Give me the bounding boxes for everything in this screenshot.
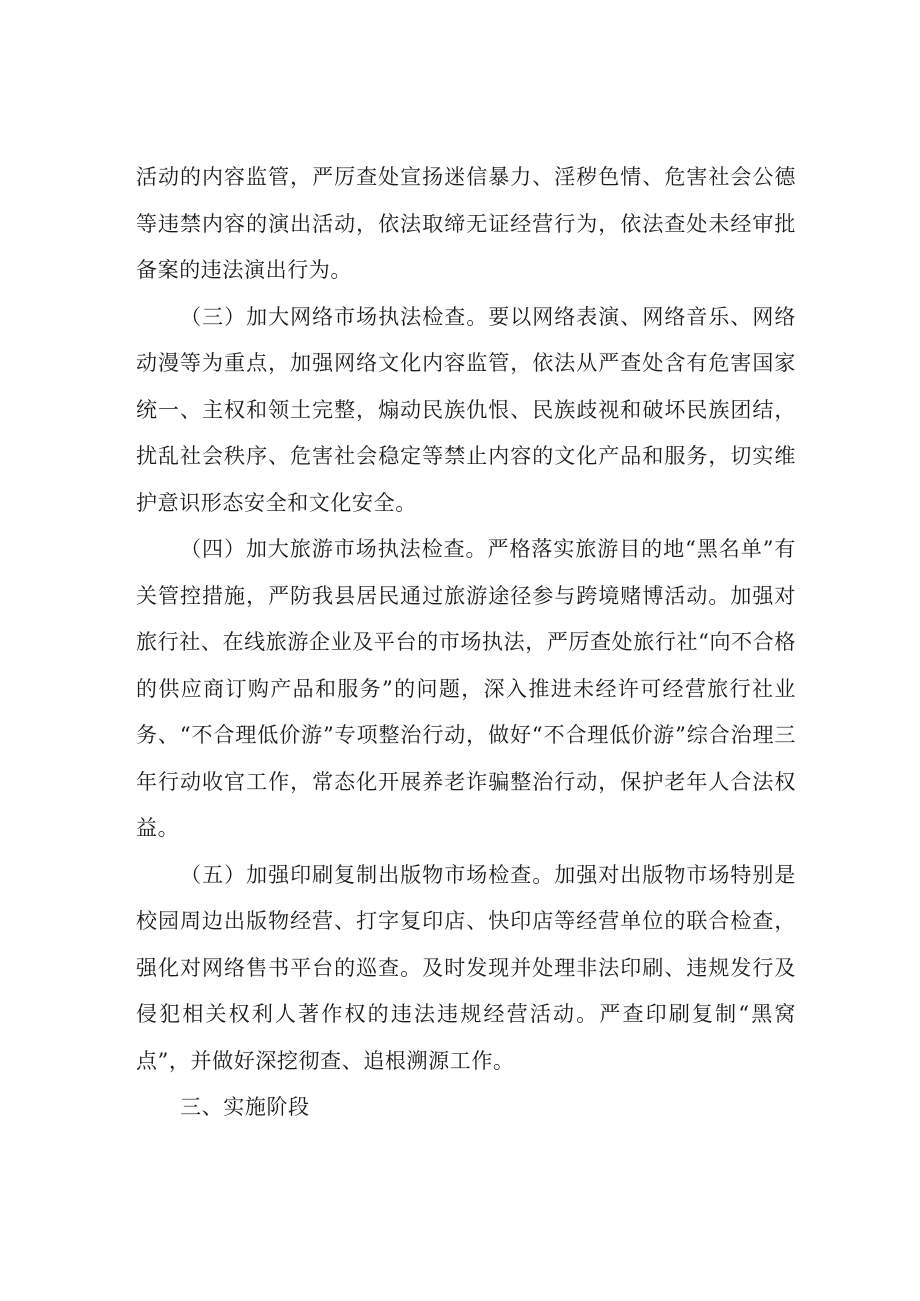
paragraph-item-4: （四）加大旅游市场执法检查。严格落实旅游目的地“黑名单”有关管控措施，严防我县居民通过旅游途径参与跨境赌博活动。加强对旅行社、在线旅游企业及平台的市场执法，严厉查处旅行社“向不合格的供应商订购产品和服务”的问题，深入推进未经许可经营旅行社业务、“不合理低价游”专项整治行动，做好“不合理低价游”综合治理三年行动收官工作，常态化开展养老诈骗整治行动，保护老年人合法权益。	[136, 537, 796, 840]
paragraph-item-5: （五）加强印刷复制出版物市场检查。加强对出版物市场特别是校园周边出版物经营、打字复印店、快印店等经营单位的联合检查，强化对网络售书平台的巡查。及时发现并处理非法印刷、违规发行及侵犯相关权利人著作权的违法违规经营活动。严查印刷复制“黑窝点”，并做好深挖彻查、追根溯源工作。	[136, 862, 796, 1073]
document-body	[136, 154, 796, 1131]
section-heading: 三、实施阶段	[180, 1095, 310, 1119]
paragraph-continuation: 活动的内容监管，严厉查处宣扬迷信暴力、淫秽色情、危害社会公德等违禁内容的演出活动，依法取缔无证经营行为，依法查处未经审批备案的违法演出行为。	[136, 165, 796, 282]
paragraph-item-3: （三）加大网络市场执法检查。要以网络表演、网络音乐、网络动漫等为重点，加强网络文化内容监管，依法从严查处含有危害国家统一、主权和领土完整，煽动民族仇恨、民族歧视和破坏民族团结，扰乱社会秩序、危害社会稳定等禁止内容的文化产品和服务，切实维护意识形态安全和文化安全。	[136, 304, 796, 515]
